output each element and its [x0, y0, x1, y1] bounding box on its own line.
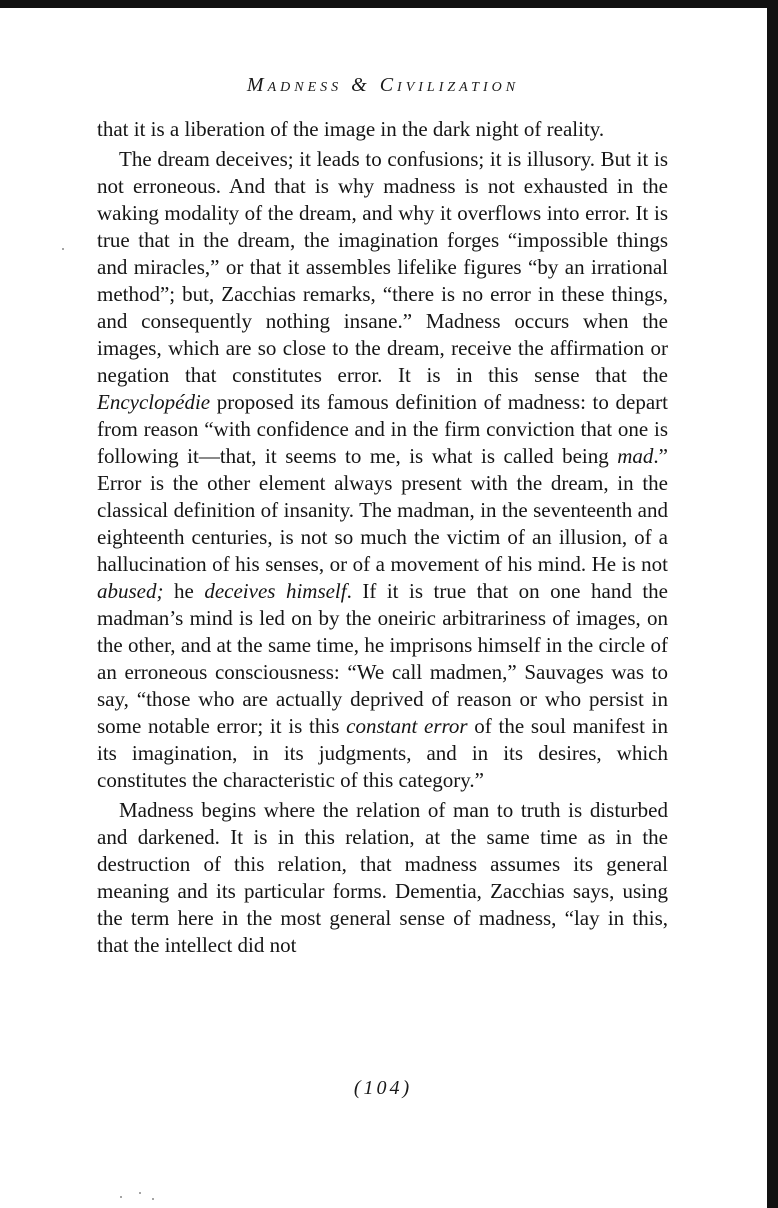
text-segment: The dream deceives; it leads to confusions; it is illusory. But it is not erroneous. And that is why madness is not exhausted in the waking modality of the dream, and why it overflows into error. It is true that in the dream, the imagination forges “impossible things and miracles,” or that it assembles lifelike figures “by an irrational method”; but, Zacchias remarks, “there is no error in these things, and consequently nothing insane.” Madness occurs when the images, which are so close to the dream, receive the affirmation or negation that constitutes error. It is in this sense that the	[97, 147, 668, 387]
scan-speck	[139, 1192, 141, 1194]
paragraph	[97, 146, 668, 794]
text-segment: proposed its famous definition of madness: to depart from reason “with confidence and in the firm conviction that one is following it—that, it seems to me, is what is called being	[97, 390, 668, 468]
italic-text: mad	[617, 444, 654, 468]
scan-right-edge	[767, 0, 778, 1208]
italic-text: abused;	[97, 579, 164, 603]
text-segment: .” Error is the other element always present with the dream, in the classical definition of insanity. The madman, in the seventeenth and eighteenth centuries, is not so much the victim of an illusion, of a hallucination of his senses, or of a movement of his mind. He is not	[97, 444, 668, 576]
text-segment: . If it is true that on one hand the madman’s mind is led on by the oneiric arbitrariness of images, on the other, and at the same time, he imprisons himself in the circle of an erroneous consciousness: “We call madmen,” Sauvages was to say, “those who are actually deprived of reason or who persist in some notable error; it is this	[97, 579, 668, 738]
body-text	[97, 116, 668, 959]
text-segment: of the soul manifest in its imagination, in its judgments, and in its desires, which constitutes the characteristic of this category.”	[97, 714, 668, 792]
paragraph	[97, 797, 668, 959]
scan-top-edge	[0, 0, 778, 8]
italic-text: Encyclopédie	[97, 390, 211, 414]
italic-text: deceives himself	[204, 579, 347, 603]
running-head: Madness & Civilization	[246, 74, 520, 96]
paragraph	[97, 116, 668, 143]
scan-speck	[120, 1196, 122, 1198]
text-segment: that it is a liberation of the image in the dark night of reality.	[97, 117, 605, 141]
text-segment: Madness begins where the relation of man to truth is disturbed and darkened. It is in this relation, at the same time as in the destruction of this relation, that madness assumes its general meaning and its particular forms. Dementia, Zacchias says, using the term here in the most general sense of madness, “lay in this, that the intellect did not	[97, 798, 668, 957]
text-segment: he	[163, 579, 205, 603]
italic-text: constant error	[346, 714, 468, 738]
scan-speck	[152, 1198, 154, 1200]
page-number: (104)	[353, 1077, 413, 1099]
scan-speck	[62, 248, 64, 250]
